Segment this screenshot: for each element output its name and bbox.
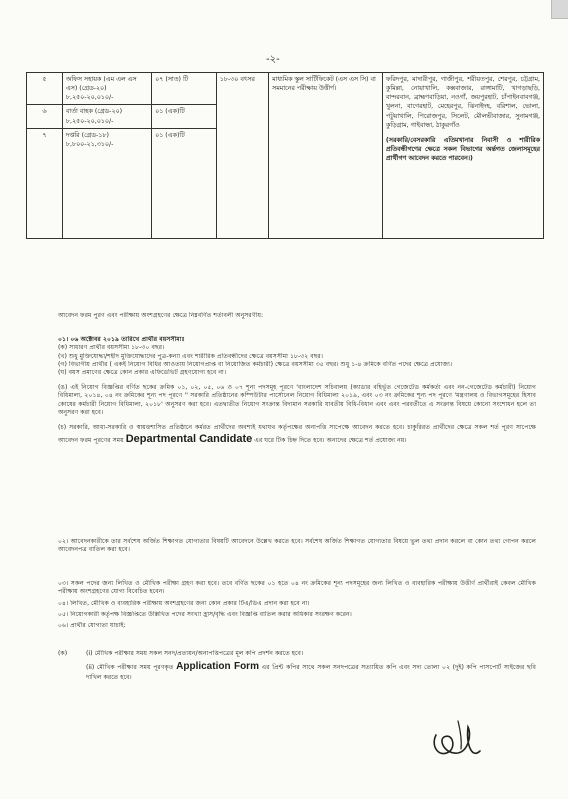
posts-table xyxy=(26,72,544,239)
serial-cell: ৭ xyxy=(27,128,63,238)
section-verification xyxy=(58,650,536,682)
clause-umo: (ঙ) এই নিয়োগ বিজ্ঞপ্তির বর্ণিত ছকের ক্রমিক ০১, ০২, ০৫, ০৬ ও ০৭ শূন্য পদসমূহ পূরণে 'বাংলাদেশ সচিবালয় (ক্যাডার বহির্ভূত গেজেটেড কর্মকর্তা এবং নন-গেজেটেড কর্মচারী) নিয়োগ বিধিমালা, ২০১৪, ০৪ নং ক্রমিকের শূন্য পদ পূরণে '' সরকারি প্রতিষ্ঠানের কম্পিউটার পার্সোনেল নিয়োগ বিধিমালা ২০১৯, এবং ০৩ নং ক্রমিকের শূন্য পদ পূরণে 'মন্ত্রণালয় ও বিভাগসমূহের হিসাব কোষের কর্মচারী নিয়োগ বিধিমালা, ২০১৮' অনুসরণ করা হবে। এতদ্ব্যতীত নিয়োগ সংক্রান্ত বিদ্যমান সরকারি যাবতীয় বিধি-বিধান এবং এবং পরবর্তীতে এ সংক্রান্ত বিষয়ে কোনো সংশোধন হলে তা অনুসরণ করা হবে। xyxy=(58,383,536,417)
clause-ga: (গ) বিভাগীয় প্রার্থীর ( একই নিয়োগ বিধির আওতায় নিয়োগপ্রাপ্ত বা নিয়োজিত কর্মচারী) ক্ষেত্রে বয়সসীমা ৩৫ বছর। শুধু ১-৪ ক্রমিকে বর্ণিত পদের ক্ষেত্রে প্রযোজ্য। xyxy=(58,361,453,369)
clause-i: (i) মৌখিক পরীক্ষার সময় সকল সনদ/প্রত্যয়ন/অনাপত্তিপত্রের মূল কপি প্রদর্শন করতে হবে। xyxy=(86,650,304,657)
application-form-term: Application Form xyxy=(176,661,259,673)
clause-ii-text-end: এর প্রিন্ট কপির সাথে সকল সনদপত্রের সত্যায়িত কপি এবং সদ্য তোলা ০২ (দুই) কপি পাসপোর্ট সাইজের ছবি দাখিল করতে হবে। xyxy=(86,664,537,681)
serial-cell: ৫ xyxy=(27,73,63,105)
clause-04: ০৪। লিখিত, মৌখিক ও ব্যবহারিক পরীক্ষায় অংশগ্রহণের জন্য কোন প্রকার টিএ/ডিএ প্রদান করা হবে না। xyxy=(58,599,310,607)
qualification-cell: মাধ্যমিক স্কুল সার্টিফিকেট (এস এস সি) বা সমমানের পরীক্ষায় উত্তীর্ণ। xyxy=(269,73,383,239)
clause-body xyxy=(86,650,536,682)
clause-02: ০২। আবেদনকারীকে তার সর্বশেষ অর্জিত শিক্ষাগত যোগ্যতার বিষয়টি আবেদনে উল্লেখ করতে হবে। সর্বশেষ অর্জিত শিক্ষাগত যোগ্যতার বিষয়ে ভুল তথ্য প্রদান করলে বা কোন তথ্য গোপন করলে আবেদনপত্র বাতিল করা হবে। xyxy=(58,538,536,554)
serial-cell: ৬ xyxy=(27,105,63,128)
clause-cha-text-end: এর ঘরে টিক চিহ্ন দিতে হবে। অন্যদের ক্ষেত্রে শর্ত প্রযোজ্য নয়। xyxy=(254,436,407,444)
section-qualification xyxy=(58,538,536,555)
districts-cell xyxy=(382,73,543,239)
signature-mark xyxy=(428,715,488,765)
clause-03: ০৩। সকল পদের জন্য লিখিত ও মৌখিক পরীক্ষা গ্রহণ করা হবে। তবে বর্ণিত ছকের ০১ হতে ০৪ নং ক্রমিকের শূন্য পদসমূহের জন্য লিখিত ও ব্যবহারিক পরীক্ষায় উত্তীর্ণ প্রার্থীরাই কেবল মৌখিক পরীক্ষায় অংশগ্রহণের যোগ্য বিবেচিত হবেন। xyxy=(58,580,536,596)
clause-ka: (ক) সাধারণ প্রার্থীর বয়সসীমা ১৮-৩০ বছর। xyxy=(58,344,165,352)
eligibility-note: (সরকারি/বেসরকারি এতিমখানার নিবাসী ও শারীরিক প্রতিবন্ধীগণের ক্ষেত্রে সকল বিভাগের অর্ন্তগত জেলাসমূহের প্রার্থীগণ আবেদন করতে পারবেন।) xyxy=(385,136,540,162)
count-cell: ০৭ (সাত) টি xyxy=(152,73,217,105)
post-cell: দপ্তরি (গ্রেড-১৮) ৮,৮০০-২১,৩১০/- xyxy=(62,128,151,238)
clause-kha: (খ) শুধু মুক্তিযোদ্ধা/শহীদ মুক্তিযোদ্ধাদের পুত্র-কন্যা এবং শারীরিক প্রতিবন্ধীদের ক্ষেত্রে বয়সসীমা ১৮-৩২ বছর। xyxy=(58,352,324,360)
clause-05: ০৫। নিয়োগকারী কর্তৃপক্ষ বিজ্ঞপ্তিতে উল্লিখিত পদের সংখ্যা হ্রাস/বৃদ্ধি এবং বিজ্ঞপ্তি বাতিল করার অধিকার সংরক্ষণ করেন। xyxy=(58,611,352,619)
post-cell: অফিস সহায়ক (এম এল এস এস) (গ্রেড-২০) ৮,২৫০-২০,০১০/- xyxy=(62,73,151,105)
count-cell: ০১ (এক)টি xyxy=(152,128,217,238)
post-cell: বার্তা বাহক (গ্রেড-২০) ৮,২৫০-২০,০১০/- xyxy=(62,105,151,128)
departmental-candidate-term: Departmental Candidate xyxy=(125,432,253,445)
clause-label: (ক) xyxy=(58,650,68,657)
table-row xyxy=(27,73,544,105)
districts-list: ফরিদপুর, মাদারীপুর, গাজীপুর, শরীয়তপুর, শেরপুর, চট্টগ্রাম, কুমিল্লা, নোয়াখালি, কক্সবাজার, রাঙ্গামাটি, খাগড়াছড়ি, বান্দরবান, ব্রাহ্মণবাড়িয়া, নওগাঁ, জয়পুরহাট, চাঁপাইনবাবগঞ্জ, খুলনা, বাগেরহাট, মেহেরপুর, ঝিনাইদহ, বরিশাল, ভোলা, পটুয়াখালি, পিরোজপুর, সিলেট, মৌলভীবাজার, সুনামগঞ্জ, কুড়িগ্রাম, গাইবান্ধা, ঠাকুরগাঁও xyxy=(385,76,540,129)
clause-06-heading: ০৬। প্রার্থীর যোগ্যতা যাচাই: xyxy=(58,622,126,630)
section-age-limits xyxy=(58,336,536,447)
page-corner-mark xyxy=(551,0,568,19)
age-cell: ১৮-৩০ বৎসর xyxy=(216,73,268,239)
clause-cha-text: (চ) সরকারি, আধা-সরকারি ও স্বায়ত্তশাসিত প্রতিষ্ঠানে কর্মরত প্রার্থীদের অবশ্যই যথাযথ কর্তৃপক্ষের অনাপত্তি সাপেক্ষে আবেদন করতে হবে। চাকুরিরত প্রার্থীদের ক্ষেত্রে সকল শর্ত পূরণ সাপেক্ষে আবেদন ফরম পূরণের সময় xyxy=(58,423,536,444)
clause-ii-text: (ii) মৌখিক পরীক্ষার সময় পূরণকৃত xyxy=(86,664,174,672)
section-exams xyxy=(58,580,536,631)
clause-06-ka xyxy=(58,650,536,682)
clause-gha: (ঘ) বয়স প্রমাণের ক্ষেত্রে কোন প্রকার এফিডেভিট গ্রহণযোগ্য হবে না। xyxy=(58,369,227,377)
intro-text: আবেদন ফরম পুরণ এবং পরীক্ষায় অংশগ্রহণের ক্ষেত্রে নিম্নবর্ণিত শর্তাবলী অনুসরণীয়: xyxy=(58,312,264,319)
conditions-intro xyxy=(58,312,536,320)
section-heading: ০১। ০৬ অক্টোবর ২০১৯ তারিখে প্রার্থীর বয়সসীমাঃ xyxy=(58,336,185,343)
page-number: -২- xyxy=(266,54,280,65)
clause-cha xyxy=(58,424,536,447)
count-cell: ০১ (এক)টি xyxy=(152,105,217,128)
clause-ii xyxy=(86,660,536,682)
